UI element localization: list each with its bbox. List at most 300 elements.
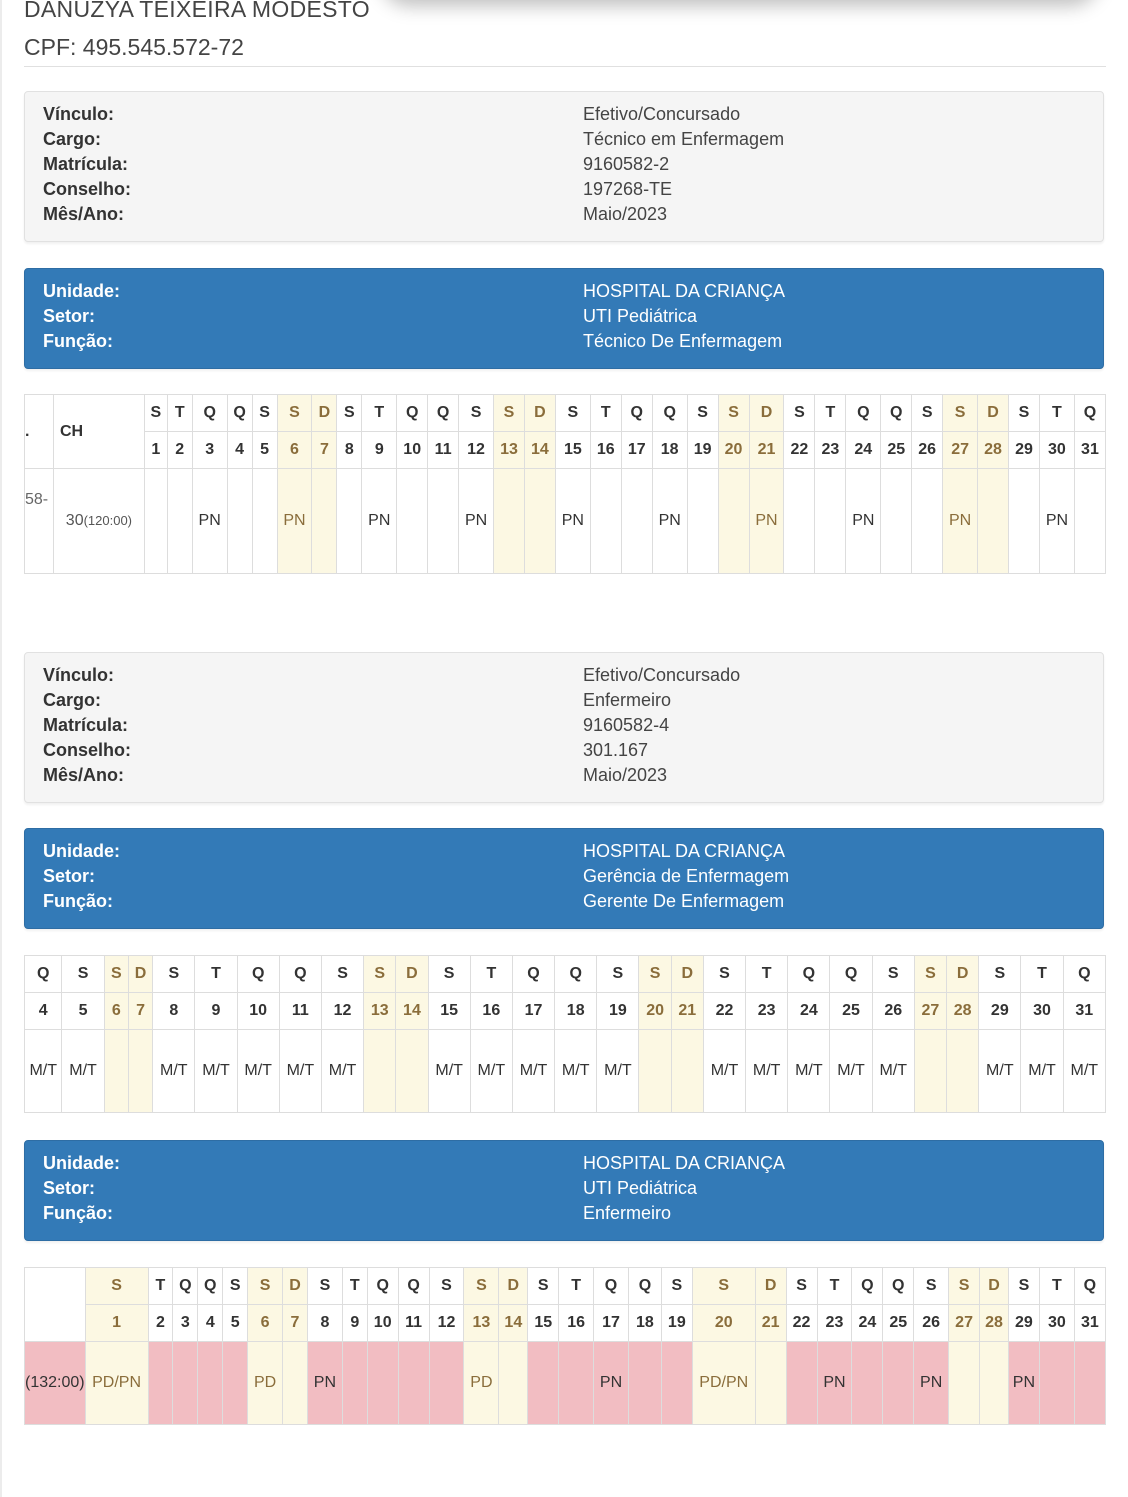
weekday-header: S (914, 956, 946, 993)
day-header: 20 (692, 1305, 755, 1342)
unit-row-unidade (43, 1153, 1085, 1178)
info-row-vinculo (43, 104, 1085, 129)
unit-label: Unidade: (43, 1153, 121, 1173)
weekday-header: T (342, 1268, 367, 1305)
day-header: 1 (85, 1305, 148, 1342)
info-value: Técnico em Enfermagem (583, 129, 785, 149)
shift-cell (621, 469, 652, 574)
weekday-header: S (459, 395, 494, 432)
employee-name: DANUZYA TEIXEIRA MODESTO (24, 0, 370, 22)
info-row-cargo (43, 129, 1085, 154)
day-header: 17 (594, 1305, 629, 1342)
shift-cell: PN (943, 469, 978, 574)
info-value: Efetivo/Concursado (583, 665, 741, 685)
shift-cell: PN (1008, 1342, 1039, 1425)
info-label: Matrícula: (43, 154, 129, 174)
day-header: 14 (396, 993, 428, 1030)
unit-row-unidade (43, 841, 1085, 866)
shift-cell (429, 1342, 464, 1425)
weekday-header: S (528, 1268, 559, 1305)
day-header: 28 (947, 993, 979, 1030)
weekday-header: Q (594, 1268, 629, 1305)
info-value: Efetivo/Concursado (583, 104, 741, 124)
unit-value: HOSPITAL DA CRIANÇA (583, 841, 786, 861)
shift-cell (499, 1342, 528, 1425)
day-header: 10 (397, 432, 428, 469)
shift-cell: M/T (195, 1030, 237, 1113)
day-header: 22 (786, 1305, 817, 1342)
weekday-header: T (195, 956, 237, 993)
day-header: 31 (1074, 432, 1105, 469)
weekday-header: T (167, 395, 192, 432)
day-header: 23 (746, 993, 788, 1030)
workload-value: 30 (65, 512, 84, 529)
unit-label: Unidade: (43, 841, 121, 861)
shift-cell (978, 469, 1009, 574)
workload-hours: (132:00) (25, 1342, 86, 1425)
shift-cell (148, 1342, 173, 1425)
day-header: 2 (167, 432, 192, 469)
day-header: 24 (846, 432, 881, 469)
weekday-header: D (312, 395, 337, 432)
shift-cell (786, 1342, 817, 1425)
unit-panel-2 (24, 828, 1104, 929)
shift-cell (428, 469, 459, 574)
workload-cell (53, 469, 144, 574)
day-header: 12 (321, 993, 363, 1030)
day-header: 16 (470, 993, 512, 1030)
shift-cell (173, 1342, 198, 1425)
shift-cell: PN (277, 469, 312, 574)
weekday-header: D (671, 956, 703, 993)
info-value: Maio/2023 (583, 204, 668, 224)
shift-cell (881, 469, 912, 574)
day-header: 27 (949, 1305, 980, 1342)
info-row-conselho (43, 740, 1085, 765)
weekday-header: T (470, 956, 512, 993)
shift-cell (718, 469, 749, 574)
day-header: 22 (784, 432, 815, 469)
weekday-header: S (428, 956, 470, 993)
day-header: 4 (227, 432, 252, 469)
unit-label: Setor: (43, 306, 96, 326)
shift-cell (1074, 1342, 1105, 1425)
shift-cell: M/T (703, 1030, 745, 1113)
info-panel-1 (24, 91, 1104, 242)
weekday-header: Q (279, 956, 321, 993)
lead-header: . (25, 395, 54, 469)
day-header: 5 (62, 993, 104, 1030)
day-header: 21 (671, 993, 703, 1030)
day-header: 30 (1021, 993, 1063, 1030)
shift-cell (852, 1342, 883, 1425)
unit-label: Função: (43, 1203, 113, 1223)
day-header: 14 (499, 1305, 528, 1342)
shift-cell (1039, 1342, 1074, 1425)
info-row-mes-ano (43, 204, 1085, 229)
info-row-mes-ano (43, 765, 1085, 790)
ch-header: CH (53, 395, 144, 469)
weekday-header: S (872, 956, 914, 993)
shift-cell: PD/PN (85, 1342, 148, 1425)
day-header: 24 (788, 993, 830, 1030)
weekday-header: S (337, 395, 362, 432)
weekday-header: T (148, 1268, 173, 1305)
unit-label: Função: (43, 891, 113, 911)
weekday-header: Q (512, 956, 554, 993)
unit-value: HOSPITAL DA CRIANÇA (583, 1153, 786, 1173)
weekday-header: T (815, 395, 846, 432)
shift-cell: PD/PN (692, 1342, 755, 1425)
day-header: 31 (1074, 1305, 1105, 1342)
schedule-grid-1 (24, 394, 1106, 574)
info-label: Matrícula: (43, 715, 129, 735)
day-header: 28 (978, 432, 1009, 469)
unit-row-unidade (43, 281, 1085, 306)
schedule-grid-2 (24, 955, 1106, 1113)
shift-cell (223, 1342, 248, 1425)
weekday-header: S (429, 1268, 464, 1305)
employee-cpf: CPF: 495.545.572-72 (24, 34, 244, 60)
unit-value: HOSPITAL DA CRIANÇA (583, 281, 786, 301)
weekday-header: D (499, 1268, 528, 1305)
shift-cell: M/T (237, 1030, 279, 1113)
weekday-header: T (559, 1268, 594, 1305)
weekday-header: Q (621, 395, 652, 432)
shift-cell: PN (914, 1342, 949, 1425)
weekday-header: S (104, 956, 128, 993)
unit-value: UTI Pediátrica (583, 306, 698, 326)
shift-cell: PN (192, 469, 227, 574)
shift-cell (104, 1030, 128, 1113)
shift-cell (397, 469, 428, 574)
shift-cell: M/T (788, 1030, 830, 1113)
day-header: 24 (852, 1305, 883, 1342)
day-header: 30 (1039, 432, 1074, 469)
shift-cell (914, 1030, 946, 1113)
shift-cell (167, 469, 192, 574)
info-row-matricula (43, 715, 1085, 740)
workload-hours: (120:00) (83, 513, 133, 528)
weekday-header: Q (555, 956, 597, 993)
day-header: 26 (914, 1305, 949, 1342)
shift-cell: PN (846, 469, 881, 574)
weekday-header: Q (25, 956, 62, 993)
day-header: 15 (555, 432, 590, 469)
shift-cell (283, 1342, 308, 1425)
weekday-header: S (597, 956, 639, 993)
weekday-header: T (590, 395, 621, 432)
shift-cell: M/T (279, 1030, 321, 1113)
day-header: 5 (223, 1305, 248, 1342)
day-header: 15 (428, 993, 470, 1030)
shift-cell: PN (362, 469, 397, 574)
info-label: Conselho: (43, 740, 131, 760)
weekday-header: T (1039, 395, 1074, 432)
header-divider (24, 66, 1106, 67)
shift-cell: PN (749, 469, 784, 574)
shift-cell: M/T (512, 1030, 554, 1113)
shift-cell (367, 1342, 398, 1425)
day-header: 30 (1039, 1305, 1074, 1342)
page-left-border (0, 0, 2, 1497)
shift-cell (912, 469, 943, 574)
weekday-header: Q (398, 1268, 429, 1305)
shift-cell (687, 469, 718, 574)
unit-value: Gerente De Enfermagem (583, 891, 785, 911)
shift-cell (337, 469, 362, 574)
shift-cell: PD (464, 1342, 499, 1425)
weekday-header: S (494, 395, 525, 432)
schedule-table-1 (24, 394, 1106, 574)
info-label: Mês/Ano: (43, 765, 124, 785)
day-header: 2 (148, 1305, 173, 1342)
shift-cell (671, 1030, 703, 1113)
shift-cell (559, 1342, 594, 1425)
day-header: 20 (718, 432, 749, 469)
day-header: 7 (283, 1305, 308, 1342)
weekday-header: D (755, 1268, 786, 1305)
shift-cell: PN (459, 469, 494, 574)
shift-cell: M/T (1063, 1030, 1105, 1113)
weekday-header: Q (852, 1268, 883, 1305)
weekday-header: Q (192, 395, 227, 432)
shift-cell (1009, 469, 1040, 574)
day-header: 27 (943, 432, 978, 469)
shift-cell (755, 1342, 786, 1425)
schedule-grid-3 (24, 1267, 1106, 1425)
day-header: 25 (881, 432, 912, 469)
shift-cell (144, 469, 167, 574)
weekday-header: S (687, 395, 718, 432)
info-label: Vínculo: (43, 665, 114, 685)
weekday-header: Q (788, 956, 830, 993)
day-header: 18 (555, 993, 597, 1030)
shift-cell: M/T (470, 1030, 512, 1113)
weekday-header: Q (881, 395, 912, 432)
weekday-header: T (1039, 1268, 1074, 1305)
weekday-header: T (362, 395, 397, 432)
info-value: 197268-TE (583, 179, 673, 199)
weekday-header: Q (198, 1268, 223, 1305)
weekday-header: Q (652, 395, 687, 432)
shift-cell: M/T (597, 1030, 639, 1113)
weekday-header: S (464, 1268, 499, 1305)
shift-cell: M/T (830, 1030, 872, 1113)
day-header: 11 (279, 993, 321, 1030)
info-value: 9160582-4 (583, 715, 670, 735)
unit-label: Função: (43, 331, 113, 351)
schedule-table-2 (24, 955, 1106, 1113)
info-label: Mês/Ano: (43, 204, 124, 224)
shift-cell: PN (555, 469, 590, 574)
day-header: 17 (512, 993, 554, 1030)
day-header: 13 (364, 993, 396, 1030)
weekday-header: Q (883, 1268, 914, 1305)
weekday-header: Q (227, 395, 252, 432)
weekday-header: S (912, 395, 943, 432)
info-value: Enfermeiro (583, 690, 672, 710)
weekday-header: D (749, 395, 784, 432)
day-header: 19 (661, 1305, 692, 1342)
weekday-header: D (947, 956, 979, 993)
unit-panel-3 (24, 1140, 1104, 1241)
day-header: 11 (398, 1305, 429, 1342)
weekday-header: Q (846, 395, 881, 432)
weekday-header: T (1021, 956, 1063, 993)
day-header: 27 (914, 993, 946, 1030)
day-header: 1 (144, 432, 167, 469)
weekday-header: Q (428, 395, 459, 432)
weekday-header: S (277, 395, 312, 432)
day-header: 19 (597, 993, 639, 1030)
shift-cell: M/T (872, 1030, 914, 1113)
shift-cell: PN (594, 1342, 629, 1425)
info-row-cargo (43, 690, 1085, 715)
weekday-header: S (153, 956, 195, 993)
weekday-header: S (321, 956, 363, 993)
unit-row-setor (43, 306, 1085, 331)
weekday-header: S (718, 395, 749, 432)
day-header: 3 (192, 432, 227, 469)
shift-cell (398, 1342, 429, 1425)
day-header: 18 (628, 1305, 661, 1342)
shift-cell (1074, 469, 1105, 574)
day-header: 9 (362, 432, 397, 469)
row-id: 58- (25, 469, 54, 574)
shift-cell (128, 1030, 152, 1113)
day-header: 6 (248, 1305, 283, 1342)
day-header: 13 (494, 432, 525, 469)
day-header: 25 (830, 993, 872, 1030)
weekday-header: S (786, 1268, 817, 1305)
weekday-header: S (85, 1268, 148, 1305)
weekday-header: S (639, 956, 671, 993)
weekday-header: D (128, 956, 152, 993)
shift-cell (590, 469, 621, 574)
weekday-header: D (283, 1268, 308, 1305)
shift-cell (980, 1342, 1009, 1425)
shift-cell (227, 469, 252, 574)
day-header: 13 (464, 1305, 499, 1342)
day-header: 19 (687, 432, 718, 469)
weekday-header: S (555, 395, 590, 432)
shift-cell (661, 1342, 692, 1425)
shift-cell (364, 1030, 396, 1113)
day-header: 10 (367, 1305, 398, 1342)
info-row-conselho (43, 179, 1085, 204)
info-value: 9160582-2 (583, 154, 670, 174)
shift-cell (396, 1030, 428, 1113)
day-header: 12 (459, 432, 494, 469)
shift-cell (528, 1342, 559, 1425)
unit-value: UTI Pediátrica (583, 1178, 698, 1198)
unit-label: Setor: (43, 1178, 96, 1198)
shift-cell: M/T (153, 1030, 195, 1113)
info-value: Maio/2023 (583, 765, 668, 785)
day-header: 8 (153, 993, 195, 1030)
day-header: 5 (252, 432, 277, 469)
weekday-header: S (703, 956, 745, 993)
day-header: 4 (25, 993, 62, 1030)
weekday-header: Q (830, 956, 872, 993)
day-header: 31 (1063, 993, 1105, 1030)
day-header: 21 (755, 1305, 786, 1342)
shift-cell: M/T (746, 1030, 788, 1113)
day-header: 26 (912, 432, 943, 469)
info-label: Cargo: (43, 690, 101, 710)
shift-cell: M/T (25, 1030, 62, 1113)
weekday-header: D (980, 1268, 1009, 1305)
info-label: Conselho: (43, 179, 131, 199)
shift-cell (949, 1342, 980, 1425)
shift-cell (198, 1342, 223, 1425)
weekday-header: S (223, 1268, 248, 1305)
day-header: 10 (237, 993, 279, 1030)
day-header: 17 (621, 432, 652, 469)
day-header: 16 (559, 1305, 594, 1342)
weekday-header: T (817, 1268, 852, 1305)
weekday-header: S (979, 956, 1021, 993)
day-header: 29 (1009, 432, 1040, 469)
weekday-header: D (524, 395, 555, 432)
weekday-header: T (746, 956, 788, 993)
weekday-header: S (62, 956, 104, 993)
day-header: 23 (815, 432, 846, 469)
day-header: 21 (749, 432, 784, 469)
info-row-matricula (43, 154, 1085, 179)
weekday-header: S (1008, 1268, 1039, 1305)
day-header: 4 (198, 1305, 223, 1342)
shift-cell: PN (307, 1342, 342, 1425)
weekday-header: S (364, 956, 396, 993)
weekday-header: S (949, 1268, 980, 1305)
weekday-header: Q (237, 956, 279, 993)
weekday-header: D (978, 395, 1009, 432)
shift-cell: PN (1039, 469, 1074, 574)
shift-cell (639, 1030, 671, 1113)
weekday-header: S (692, 1268, 755, 1305)
lead-header (25, 1268, 86, 1342)
unit-row-funcao (43, 891, 1085, 916)
shift-cell: M/T (428, 1030, 470, 1113)
shift-cell: M/T (1021, 1030, 1063, 1113)
shift-cell (252, 469, 277, 574)
weekday-header: S (914, 1268, 949, 1305)
unit-panel-1 (24, 268, 1104, 369)
unit-row-funcao (43, 331, 1085, 356)
day-header: 12 (429, 1305, 464, 1342)
weekday-header: Q (1074, 1268, 1105, 1305)
day-header: 14 (524, 432, 555, 469)
unit-row-setor (43, 1178, 1085, 1203)
shift-cell: M/T (979, 1030, 1021, 1113)
shift-cell (883, 1342, 914, 1425)
day-header: 18 (652, 432, 687, 469)
weekday-header: S (943, 395, 978, 432)
weekday-header: Q (1063, 956, 1105, 993)
weekday-header: S (1009, 395, 1040, 432)
shift-cell: M/T (62, 1030, 104, 1113)
day-header: 20 (639, 993, 671, 1030)
day-header: 6 (104, 993, 128, 1030)
shift-cell (784, 469, 815, 574)
unit-label: Unidade: (43, 281, 121, 301)
shift-cell: M/T (321, 1030, 363, 1113)
shift-cell (342, 1342, 367, 1425)
day-header: 6 (277, 432, 312, 469)
weekday-header: Q (367, 1268, 398, 1305)
